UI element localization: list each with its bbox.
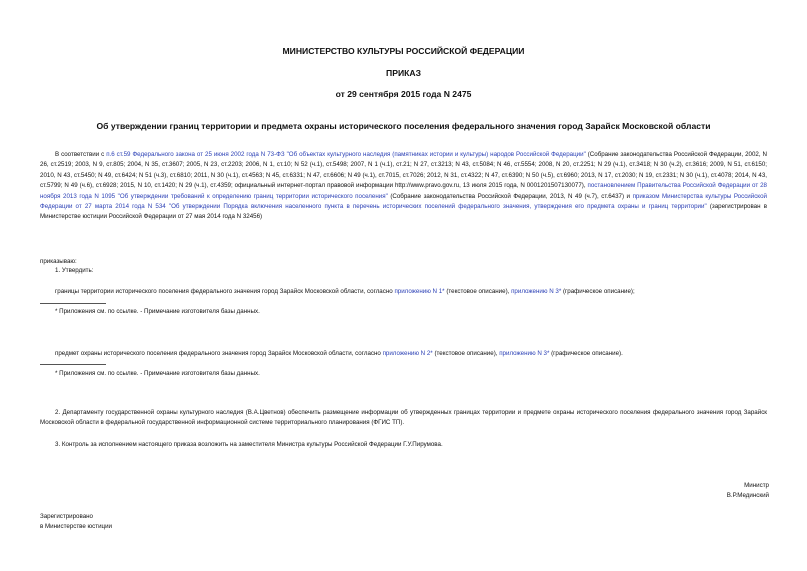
item1-label: 1. Утвердить:	[55, 267, 94, 274]
footnote-divider	[40, 303, 106, 304]
document-title: Об утверждении границ территории и предмета охраны исторического поселения федерального значения город Зарайск Московской области	[96, 121, 711, 131]
intro-paragraph	[40, 150, 767, 223]
boundaries-text-1: границы территории исторического поселения федерального значения город Зарайск Московской области, согласно	[55, 288, 395, 295]
footnote-2: * Приложения см. по ссылке. - Примечание изготовителя базы данных.	[55, 370, 260, 377]
footnote-1: * Приложения см. по ссылке. - Примечание изготовителя базы данных.	[55, 308, 260, 315]
registration-line-1: Зарегистрировано	[40, 513, 93, 520]
boundaries-text-2: (текстовое описание),	[444, 288, 512, 295]
link-ministry-order-534[interactable]: приказом Министерства культуры Российской Федерации от 27 марта 2014 года N 534 "Об утверждении Порядка включения населенного пункта в перечень исторических поселений федерального значения, утверждения его предмета охраны и границ территории"	[40, 192, 767, 211]
protection-text-3: (графическое описание).	[549, 350, 623, 357]
link-appendix-3[interactable]: приложению N 3*	[511, 288, 562, 295]
link-federal-law-73fz[interactable]: п.6 ст.59 Федерального закона от 25 июня 2002 года N 73-ФЗ "Об объектах культурного наследия (памятниках истории и культуры) народов Российской Федерации"	[106, 151, 586, 158]
boundaries-text-3: (графическое описание);	[561, 288, 635, 295]
item2-paragraph: 2. Департаменту государственной охраны культурного наследия (В.А.Цветнов) обеспечить размещение информации об утвержденных границах территории и предмете охраны исторического поселения федерального значения город Зарайск Московской области в федеральной государственной информационной системе территориального планирования (ФГИС ТП).	[40, 409, 767, 426]
link-appendix-3-graphic[interactable]: приложению N 3*	[499, 350, 550, 357]
boundaries-item	[55, 287, 785, 297]
link-appendix-2[interactable]: приложению N 2*	[382, 350, 433, 357]
orders-label: приказываю:	[40, 258, 77, 265]
intro-text-4: (зарегистрирован в Министерстве юстиции Российской Федерации от 27 мая 2014 года N 32456)	[40, 203, 767, 221]
signature-name: В.Р.Мединский	[726, 492, 769, 499]
protection-text-2: (текстовое описание),	[432, 350, 500, 357]
footnote-divider	[40, 364, 106, 365]
signature-position: Министр	[744, 482, 769, 489]
registration-line-2: в Министерстве юстиции	[40, 523, 113, 530]
protection-item	[55, 349, 785, 359]
link-government-decree-1095[interactable]: постановлением Правительства Российской Федерации от 28 ноября 2013 года N 1095 "Об утверждении требований к определению границ территории исторического поселения"	[40, 182, 767, 200]
protection-text-1: предмет охраны исторического поселения федерального значения город Зарайск Московской области, согласно	[55, 350, 383, 357]
intro-text-2: (Собрание законодательства Российской Федерации, 2002, N 26, ст.2519; 2003, N 9, ст.805; 2004, N 35, ст.3607; 2005, N 23, ст.2203; 2006, N 1, ст.10; N 52 (ч.1), ст.5498; 2007, N 1 (ч.1), ст.21; N 27, ст.3213; N 43, ст.5084; N 46, ст.5554; 2008, N 20, ст.2251; N 29 (ч.1), ст.3418; N 30 (ч.2), ст.3616; 2009, N 51, ст.6150; 2010, N 43, ст.5450; N 49, ст.6424; N 51 (ч.3), ст.6810; 2011, N 30 (ч.1), ст.4563; N 45, ст.6331; N 47, ст.6606; N 49 (ч.1), ст.7015, ст.7026; 2012, N 31, ст.4322; N 47, ст.6390; N 50 (ч.5), ст.6960; 2013, N 17, ст.2030; N 19, ст.2331; N 30 (ч.1), ст.4078; 2014, N 43, ст.5799; N 49 (ч.6), ст.6928; 2015, N 10, ст.1420; N 29 (ч.1), ст.4359; официальный интернет-портал правовой информации http://www.pravo.gov.ru, 13 июля 2015 года, N 0001201507130077),	[40, 151, 767, 190]
doc-type-heading: ПРИКАЗ	[386, 68, 421, 78]
date-number: от 29 сентября 2015 года N 2475	[335, 89, 472, 99]
link-appendix-1[interactable]: приложению N 1*	[394, 288, 445, 295]
item3-paragraph: 3. Контроль за исполнением настоящего приказа возложить на заместителя Министра культуры Российской Федерации Г.У.Пирумова.	[55, 441, 443, 448]
intro-text-1: В соответствии с	[55, 151, 107, 158]
ministry-heading: МИНИСТЕРСТВО КУЛЬТУРЫ РОССИЙСКОЙ ФЕДЕРАЦИИ	[282, 46, 525, 56]
intro-text-3: (Собрание законодательства Российской Федерации, 2013, N 49 (ч.7), ст.6437) и	[387, 192, 633, 200]
